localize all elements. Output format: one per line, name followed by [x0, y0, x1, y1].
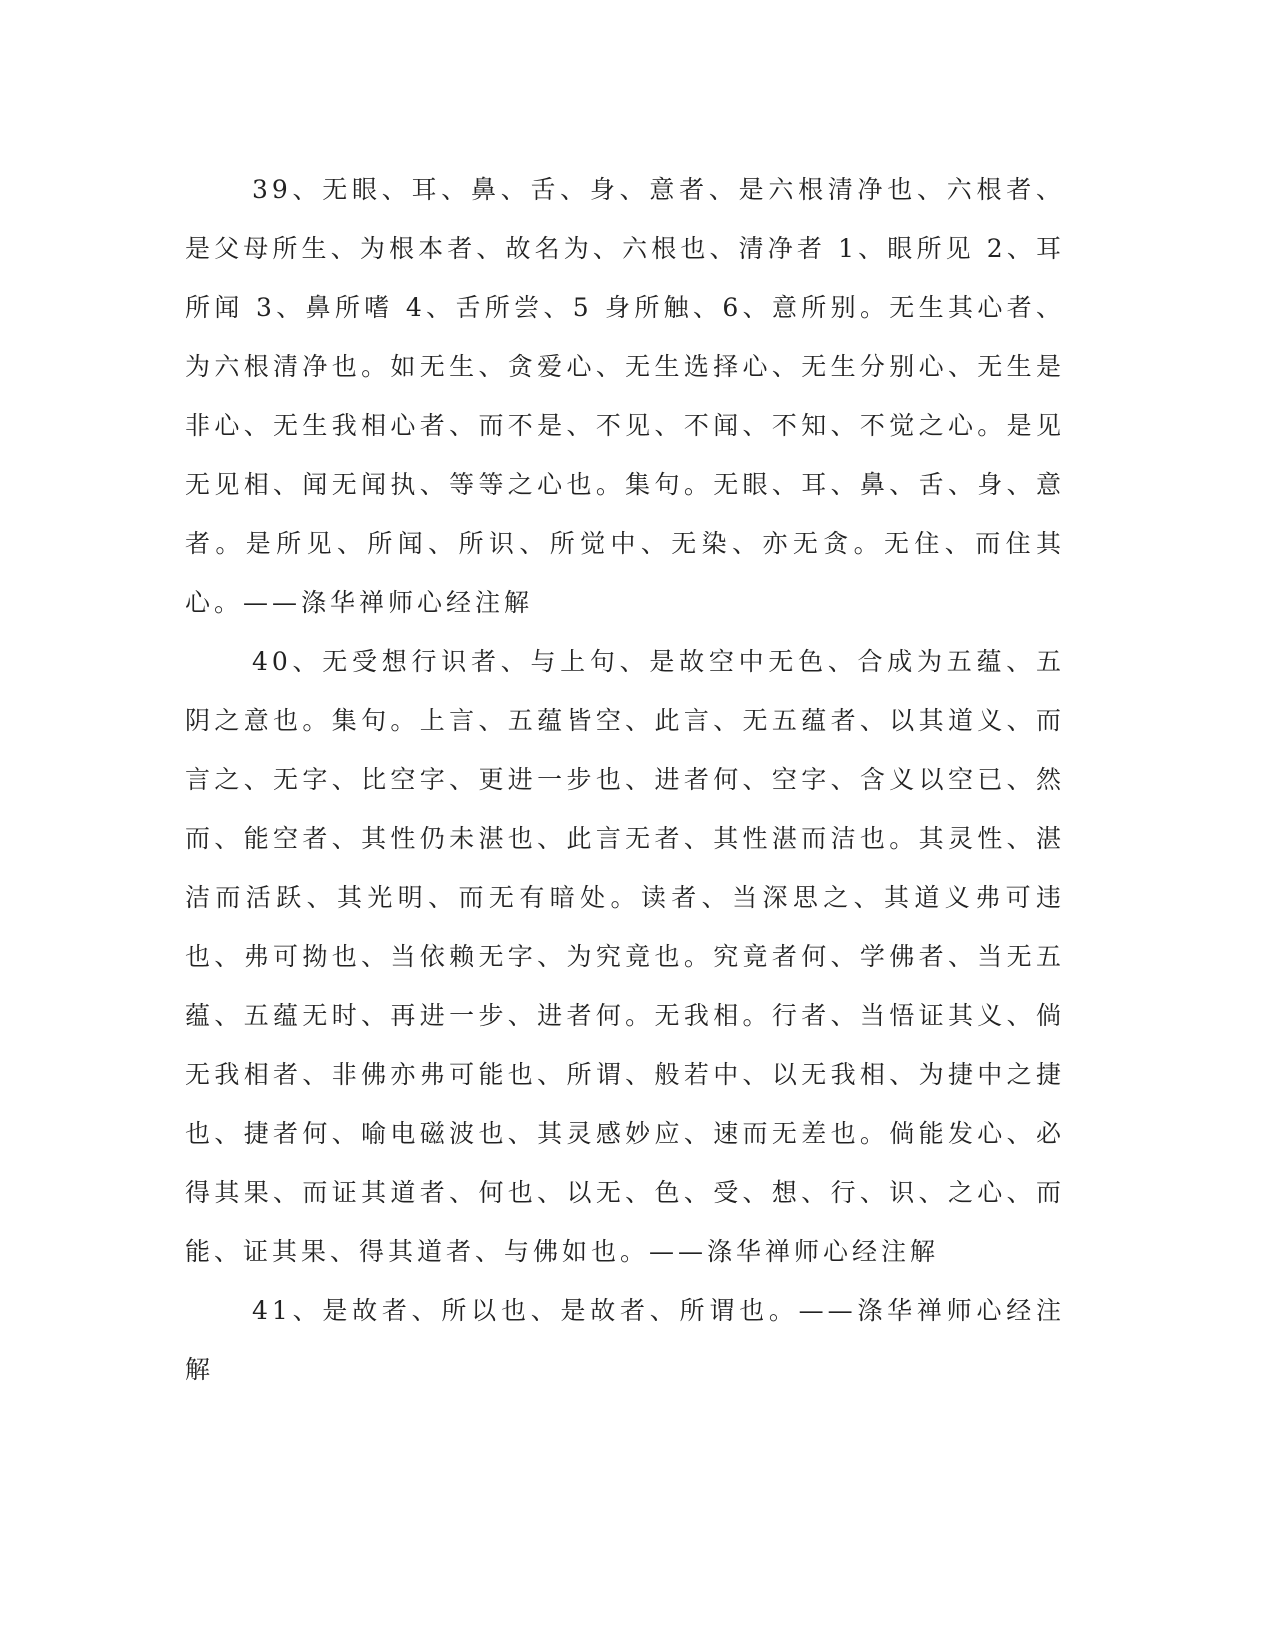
document-body	[185, 160, 1065, 1399]
paragraph-41: 41、是故者、所以也、是故者、所谓也。——涤华禅师心经注解	[185, 1296, 1065, 1384]
paragraph-40: 40、无受想行识者、与上句、是故空中无色、合成为五蕴、五阴之意也。集句。上言、五蕴皆空、此言、无五蕴者、以其道义、而言之、无字、比空字、更进一步也、进者何、空字、含义以空已、然而、能空者、其性仍未湛也、此言无者、其性湛而洁也。其灵性、湛洁而活跃、其光明、而无有暗处。读者、当深思之、其道义弗可违也、弗可拗也、当依赖无字、为究竟也。究竟者何、学佛者、当无五蕴、五蕴无时、再进一步、进者何。无我相。行者、当悟证其义、倘无我相者、非佛亦弗可能也、所谓、般若中、以无我相、为捷中之捷也、捷者何、喻电磁波也、其灵感妙应、速而无差也。倘能发心、必得其果、而证其道者、何也、以无、色、受、想、行、识、之心、而能、证其果、得其道者、与佛如也。——涤华禅师心经注解	[185, 647, 1065, 1266]
paragraph-39: 39、无眼、耳、鼻、舌、身、意者、是六根清净也、六根者、是父母所生、为根本者、故名为、六根也、清净者 1、眼所见 2、耳所闻 3、鼻所嗜 4、舌所尝、5 身所触、6、意所别。无生其心者、为六根清净也。如无生、贪爱心、无生选择心、无生分别心、无生是非心、无生我相心者、而不是、不见、不闻、不知、不觉之心。是见无见相、闻无闻执、等等之心也。集句。无眼、耳、鼻、舌、身、意者。是所见、所闻、所识、所觉中、无染、亦无贪。无住、而住其心。——涤华禅师心经注解	[185, 175, 1065, 617]
